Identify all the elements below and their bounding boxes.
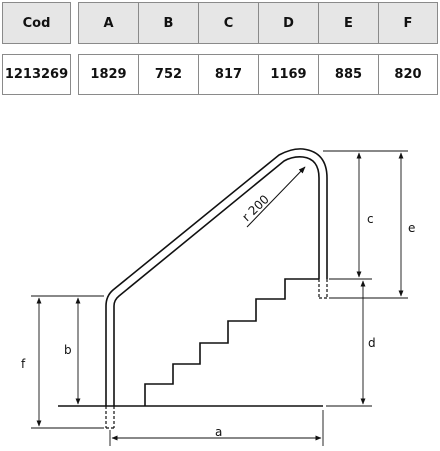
dimension-label-a: a xyxy=(215,425,223,439)
dimension-label-c: c xyxy=(367,212,374,226)
table-header-f: F xyxy=(378,2,438,44)
extension-lines xyxy=(31,151,408,446)
dimension-label-e: e xyxy=(408,221,416,235)
handrail-left-embedded-end xyxy=(106,406,114,428)
table-header-a: A xyxy=(78,2,139,44)
dimension-label-d: d xyxy=(368,336,376,350)
stair-steps xyxy=(145,279,319,406)
handrail-inner-line xyxy=(114,157,319,406)
table-cell-e: 885 xyxy=(318,54,379,95)
table-header-e: E xyxy=(318,2,379,44)
table-cell-a: 1829 xyxy=(78,54,139,95)
dimension-lines xyxy=(39,153,401,438)
dimension-label-f: f xyxy=(21,357,26,371)
table-header-c: C xyxy=(198,2,259,44)
table-header-d: D xyxy=(258,2,319,44)
table-cell-b: 752 xyxy=(138,54,199,95)
table-cell-c: 817 xyxy=(198,54,259,95)
handrail-outer-line xyxy=(106,149,327,406)
handrail-right-embedded-end xyxy=(319,279,327,298)
table-cell-f: 820 xyxy=(378,54,438,95)
table-cell-d: 1169 xyxy=(258,54,319,95)
dimension-label-b: b xyxy=(64,343,72,357)
table-header-cod: Cod xyxy=(2,2,71,44)
table-header-b: B xyxy=(138,2,199,44)
table-cell-cod: 1213269 xyxy=(2,54,71,95)
radius-label: r 200 xyxy=(239,192,272,225)
